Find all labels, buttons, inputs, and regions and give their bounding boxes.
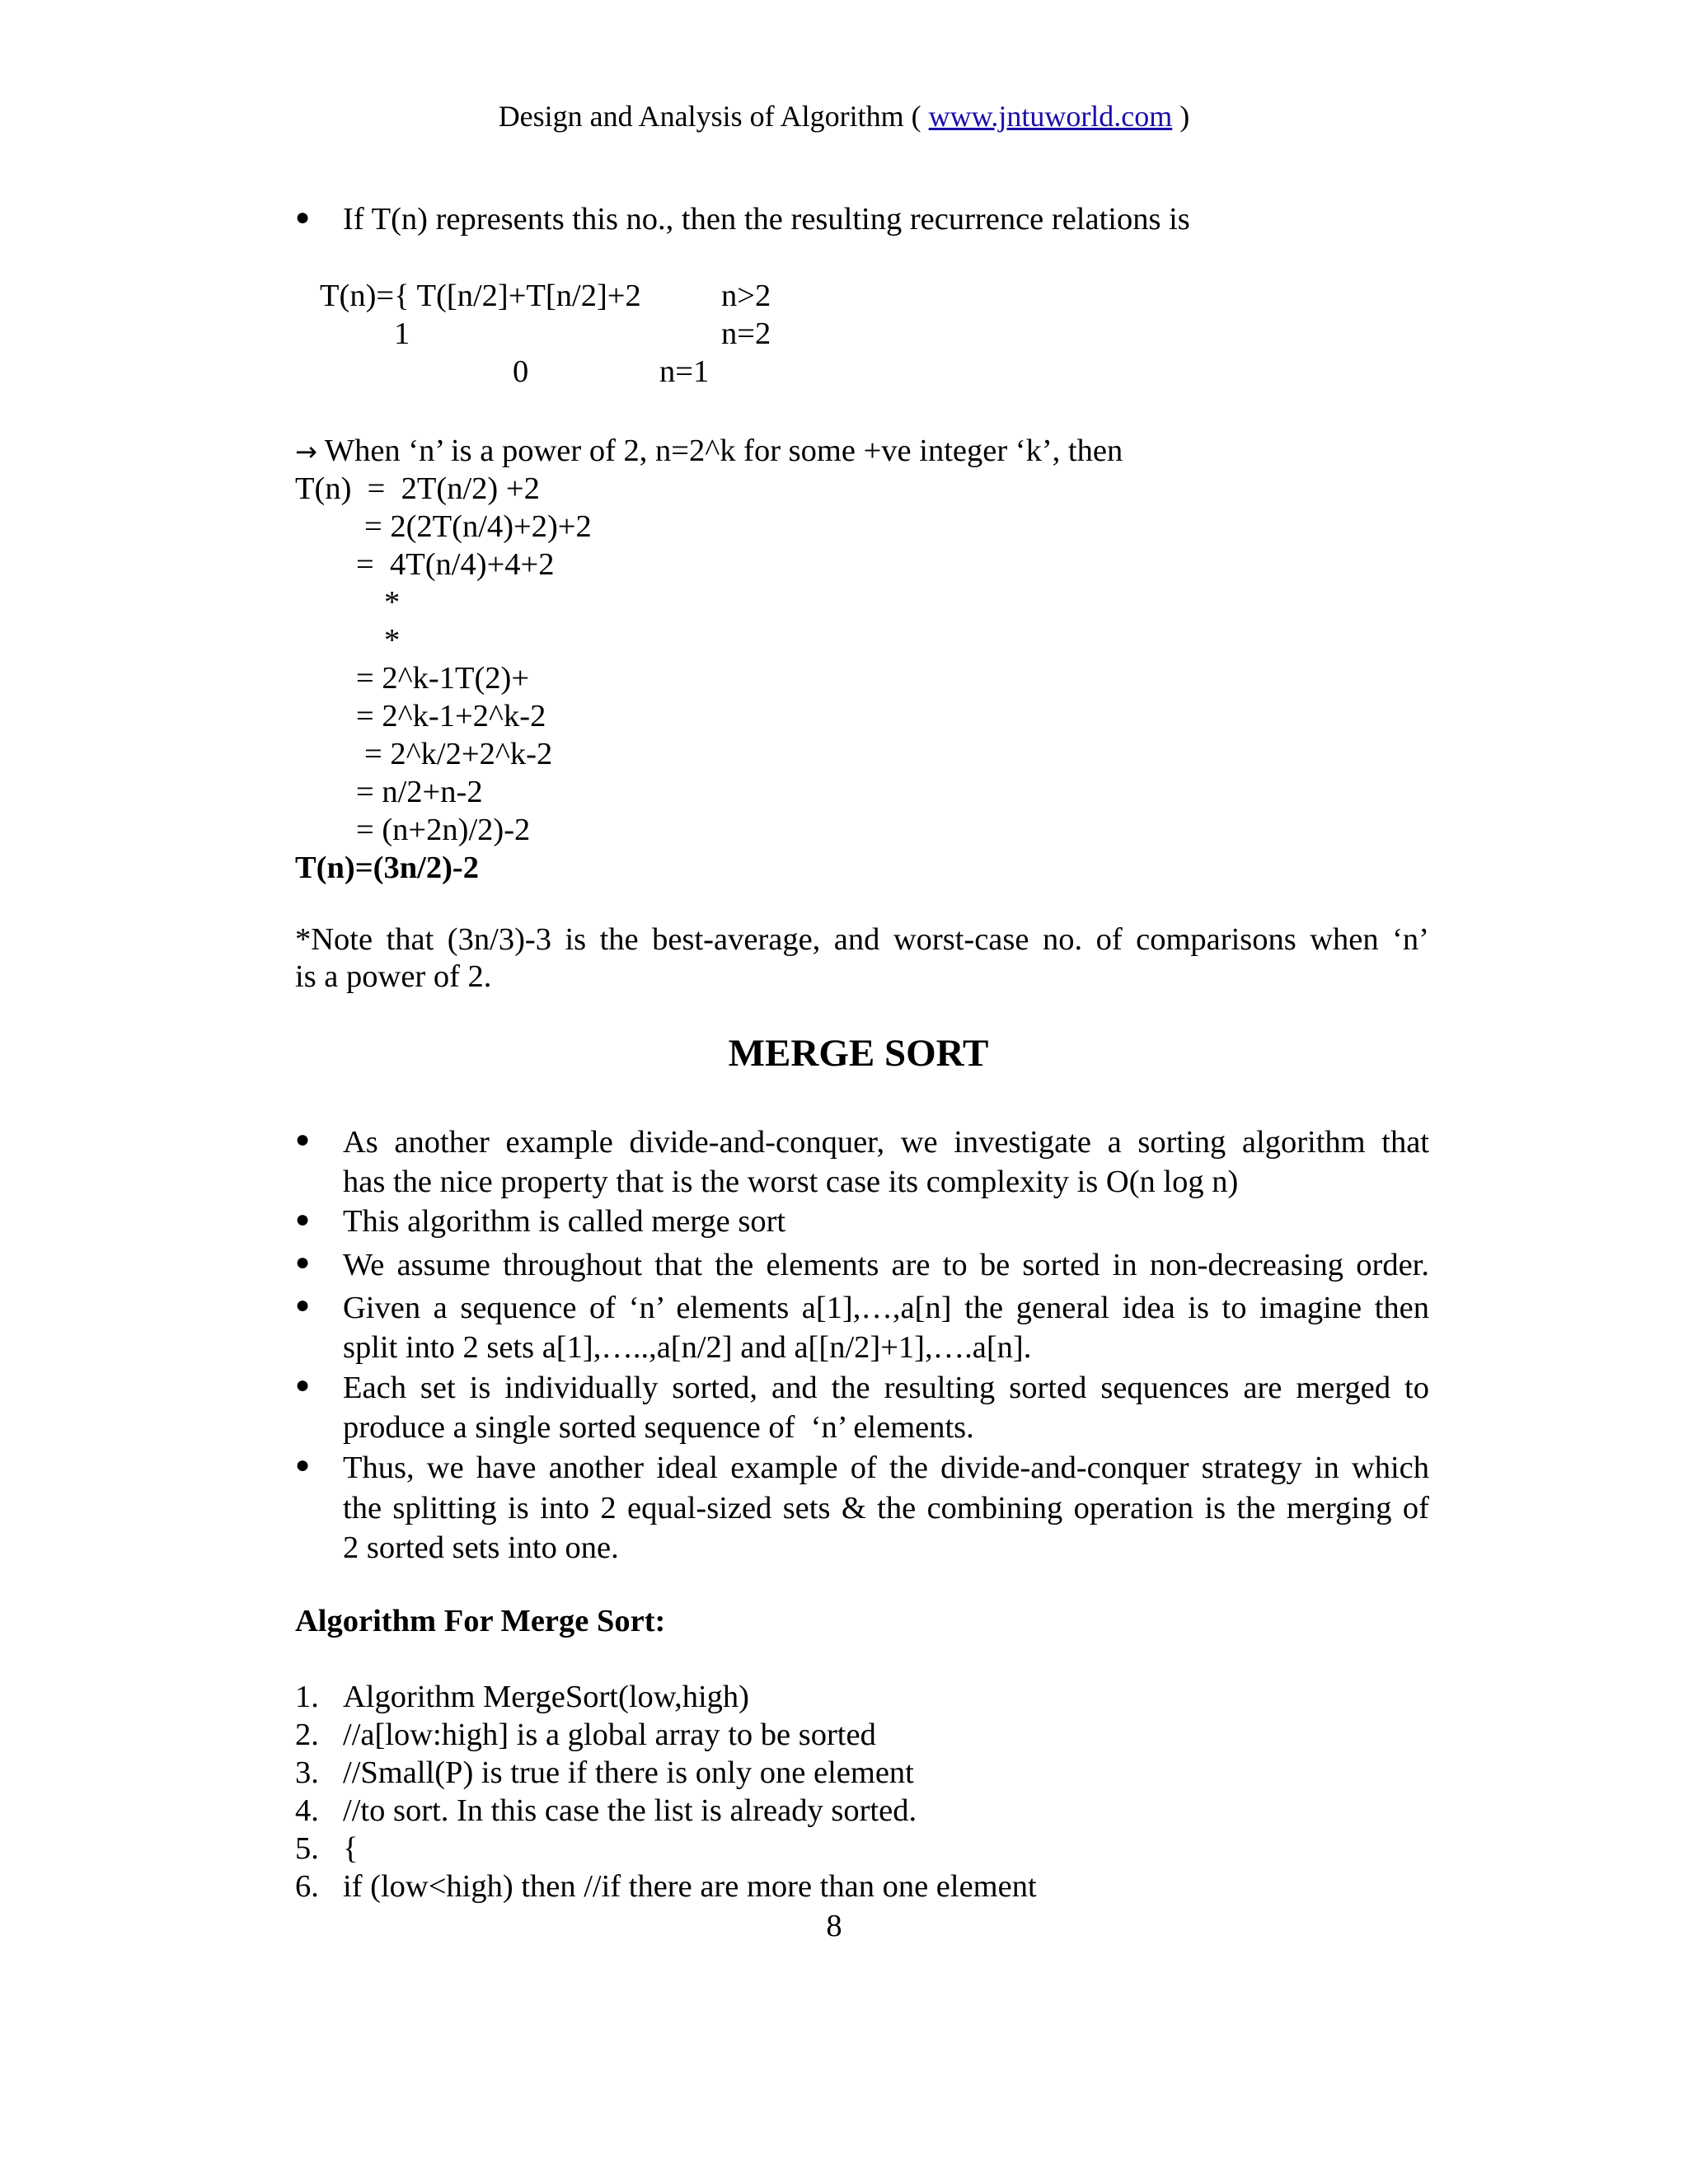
derivation-line: T(n) = 2T(n/2) +2 — [295, 471, 540, 506]
bullet-icon: ● — [295, 1371, 311, 1399]
recurrence-row1-cond: n>2 — [721, 279, 771, 313]
recurrence-row1-expr: T(n)={ T([n/2]+T[n/2]+2 — [320, 279, 641, 313]
bullet-icon: ● — [295, 204, 311, 231]
header-suffix: ) — [1179, 100, 1190, 133]
recurrence-row3-cond: n=1 — [659, 354, 710, 389]
note-line: *Note that (3n/3)-3 is the best-average, and worst-case no. of comparisons when ‘n’ — [295, 922, 1429, 957]
derivation-line: = 2^k/2+2^k-2 — [364, 737, 553, 771]
algo-line: Algorithm MergeSort(low,high) — [343, 1680, 749, 1714]
algo-line: //a[low:high] is a global array to be sorted — [343, 1718, 876, 1752]
derivation-line: = n/2+n-2 — [356, 775, 483, 809]
bullet-line: 2 sorted sets into one. — [343, 1530, 619, 1565]
algorithm-heading: Algorithm For Merge Sort: — [295, 1604, 666, 1638]
section-title: MERGE SORT — [728, 1032, 989, 1075]
algo-line-number: 6. — [295, 1869, 319, 1904]
recurrence-row2-expr: 1 — [394, 316, 410, 351]
page-number: 8 — [826, 1909, 842, 1943]
derivation-result: T(n)=(3n/2)-2 — [295, 851, 479, 885]
bullet-line: As another example divide-and-conquer, we investigate a sorting algorithm that — [343, 1125, 1429, 1160]
derivation-line: = 4T(n/4)+4+2 — [356, 547, 555, 582]
bullet-line: produce a single sorted sequence of ‘n’ elements. — [343, 1410, 974, 1445]
algo-line: //to sort. In this case the list is already sorted. — [343, 1793, 917, 1828]
bullet-icon: ● — [295, 1451, 311, 1479]
bullet-icon: ● — [295, 1126, 311, 1153]
arrow-right-icon: → — [295, 436, 317, 467]
bullet-icon: ● — [295, 1249, 311, 1276]
derivation-line: = 2^k-1T(2)+ — [356, 661, 530, 696]
bullet-line: the splitting is into 2 equal-sized sets & the combining operation is the merging of — [343, 1491, 1429, 1526]
bullet-line: We assume throughout that the elements are to be sorted in non-decreasing order. — [343, 1248, 1429, 1282]
algo-line-number: 5. — [295, 1831, 319, 1866]
power-of-two-line — [295, 432, 1123, 471]
algo-line: if (low<high) then //if there are more than one element — [343, 1869, 1037, 1904]
bullet-line: This algorithm is called merge sort — [343, 1204, 786, 1239]
algo-line-number: 1. — [295, 1680, 319, 1714]
derivation-line: * — [384, 623, 401, 658]
header-link[interactable]: www.jntuworld.com — [928, 100, 1173, 133]
algo-line-number: 3. — [295, 1755, 319, 1790]
algo-line-number: 2. — [295, 1718, 319, 1752]
bullet-icon: ● — [295, 1291, 311, 1319]
bullet-line: Each set is individually sorted, and the resulting sorted sequences are merged to — [343, 1371, 1429, 1405]
recurrence-row3-expr: 0 — [513, 354, 529, 389]
derivation-line: * — [384, 585, 401, 620]
derivation-line: = 2(2T(n/4)+2)+2 — [364, 509, 592, 544]
derivation-line: = 2^k-1+2^k-2 — [356, 699, 546, 733]
bullet-line: has the nice property that is the worst case its complexity is O(n log n) — [343, 1165, 1239, 1199]
bullet-line: Given a sequence of ‘n’ elements a[1],…,a[n] the general idea is to imagine then — [343, 1291, 1429, 1325]
page-header — [0, 97, 1688, 135]
bullet-line: split into 2 sets a[1],…..,a[n/2] and a[[n/2]+1],….a[n]. — [343, 1330, 1032, 1365]
derivation-line: = (n+2n)/2)-2 — [356, 813, 531, 847]
power-of-two-text: When ‘n’ is a power of 2, n=2^k for some +ve integer ‘k’, then — [324, 434, 1123, 468]
header-title: Design and Analysis of Algorithm ( — [498, 100, 921, 133]
note-line: is a power of 2. — [295, 959, 492, 994]
intro-bullet-text: If T(n) represents this no., then the resulting recurrence relations is — [343, 202, 1190, 237]
bullet-line: Thus, we have another ideal example of the divide-and-conquer strategy in which — [343, 1451, 1429, 1485]
algo-line: //Small(P) is true if there is only one element — [343, 1755, 914, 1790]
bullet-icon: ● — [295, 1206, 311, 1233]
algo-line-number: 4. — [295, 1793, 319, 1828]
recurrence-row2-cond: n=2 — [721, 316, 771, 351]
algo-line: { — [343, 1831, 359, 1866]
